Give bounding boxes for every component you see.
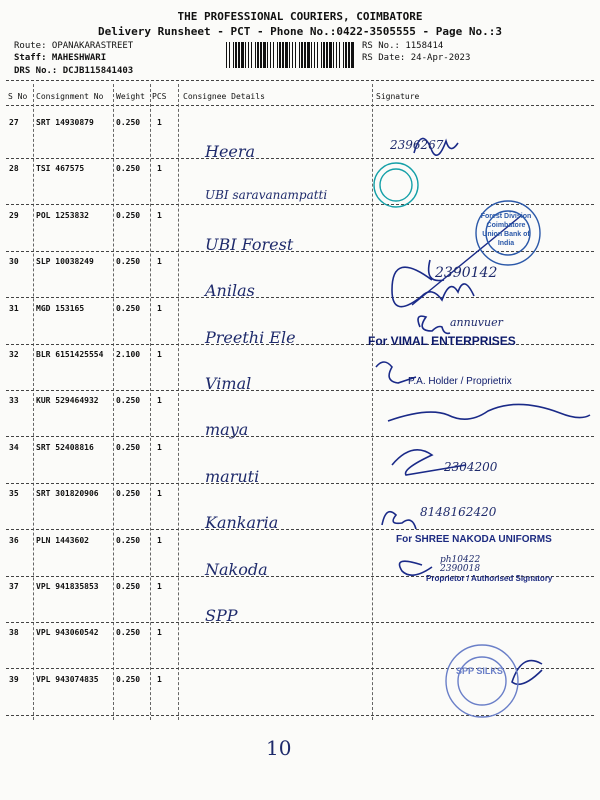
row-pcs: 1 xyxy=(157,210,162,220)
row-consignment-no: VPL 941835853 xyxy=(36,582,99,591)
row-weight: 0.250 xyxy=(116,628,141,638)
signature-36-number: ph10422 2390018 xyxy=(440,555,481,574)
row-consignment-no: SRT 52408816 xyxy=(36,442,94,452)
row-weight: 0.250 xyxy=(116,303,141,313)
row-sno: 38 xyxy=(9,628,19,638)
signature-30-number: 2390142 xyxy=(435,265,498,281)
col-header-consignment: Consignment No xyxy=(36,92,104,101)
column-divider xyxy=(178,84,179,720)
row-pcs: 1 xyxy=(157,582,162,591)
row-sno: 32 xyxy=(9,350,19,359)
signature-34-number: 2304200 xyxy=(444,460,498,474)
row-pcs: 1 xyxy=(157,674,162,684)
row-consignee: Preethi Ele xyxy=(205,327,296,347)
row-sno: 39 xyxy=(9,674,19,684)
row-pcs: 1 xyxy=(157,350,162,359)
row-consignee: UBI Forest xyxy=(205,234,294,254)
row-sno: 36 xyxy=(9,535,19,545)
row-weight: 0.250 xyxy=(116,489,141,499)
signature-35-number: 8148162420 xyxy=(420,505,497,519)
row-consignment-no: PLN 1443602 xyxy=(36,535,89,545)
nakoda-role: Proprietor / Authorised Signatory xyxy=(426,574,553,583)
route-label: Route: OPANAKARASTREET xyxy=(14,41,134,51)
col-header-signature: Signature xyxy=(376,92,420,101)
col-header-sno: S No xyxy=(8,92,28,101)
row-weight: 0.250 xyxy=(116,442,141,452)
row-sno: 33 xyxy=(9,396,19,406)
row-consignment-no: TSI 467575 xyxy=(36,164,85,174)
rs-date: RS Date: 24-Apr-2023 xyxy=(362,53,471,63)
row-consignment-no: MGD 153165 xyxy=(36,303,85,313)
divider xyxy=(6,80,594,81)
row-pcs: 1 xyxy=(157,257,162,267)
vimal-role: P.A. Holder / Proprietrix xyxy=(408,376,512,387)
row-weight: 0.250 xyxy=(116,118,141,127)
row-consignment-no: SLP 10038249 xyxy=(36,257,94,267)
signature-31-text: annuvuer xyxy=(450,316,503,329)
row-sno: 37 xyxy=(9,582,19,591)
row-consignee: maruti xyxy=(205,466,260,486)
row-consignment-no: VPL 943060542 xyxy=(36,628,99,638)
row-pcs: 1 xyxy=(157,628,162,638)
row-sno: 27 xyxy=(9,118,19,127)
row-weight: 0.250 xyxy=(116,535,141,545)
row-sno: 35 xyxy=(9,489,19,499)
row-pcs: 1 xyxy=(157,118,162,127)
row-consignment-no: SRT 301820906 xyxy=(36,489,99,499)
spp-stamp: SPP SILKS xyxy=(456,666,503,676)
row-consignment-no: KUR 529464932 xyxy=(36,396,99,406)
runsheet-subtitle: Delivery Runsheet - PCT - Phone No.:0422-3505555 - Page No.:3 xyxy=(98,25,502,38)
signature-strokes xyxy=(372,105,594,725)
bank-stamp: Forest Division Coimbatore Union Bank of India xyxy=(480,213,532,247)
row-consignment-no: BLR 6151425554 xyxy=(36,350,104,359)
footer-handwritten-count: 10 xyxy=(266,736,292,760)
row-consignee: Anilas xyxy=(205,281,255,301)
row-weight: 0.250 xyxy=(116,257,141,267)
row-pcs: 1 xyxy=(157,535,162,545)
column-divider xyxy=(33,84,34,720)
column-divider xyxy=(113,84,114,720)
company-title: THE PROFESSIONAL COURIERS, COIMBATORE xyxy=(177,10,423,23)
row-sno: 34 xyxy=(9,442,19,452)
row-consignee: Kankaria xyxy=(205,513,279,533)
column-divider xyxy=(150,84,151,720)
drs-number: DRS No.: DCJB115841403 xyxy=(14,66,134,76)
row-consignee: Vimal xyxy=(205,374,252,393)
col-header-consignee: Consignee Details xyxy=(183,92,265,101)
row-consignee: Nakoda xyxy=(205,559,268,579)
col-header-pcs: PCS xyxy=(152,92,167,101)
staff-label: Staff: MAHESHWARI xyxy=(14,53,107,63)
nakoda-stamp: For SHREE NAKODA UNIFORMS xyxy=(396,534,552,545)
col-header-weight: Weight xyxy=(116,92,145,101)
row-weight: 2.100 xyxy=(116,350,141,359)
row-sno: 28 xyxy=(9,164,19,174)
row-consignee: UBI saravanampatti xyxy=(205,188,328,203)
row-sno: 31 xyxy=(9,303,19,313)
vimal-stamp: For VIMAL ENTERPRISES xyxy=(368,334,516,348)
row-consignee: Heera xyxy=(205,142,256,161)
row-consignment-no: SRT 14930879 xyxy=(36,118,94,127)
row-weight: 0.250 xyxy=(116,210,141,220)
row-weight: 0.250 xyxy=(116,582,141,591)
row-weight: 0.250 xyxy=(116,164,141,174)
row-consignment-no: VPL 943074835 xyxy=(36,674,99,684)
row-pcs: 1 xyxy=(157,442,162,452)
barcode-icon xyxy=(226,42,354,68)
row-pcs: 1 xyxy=(157,303,162,313)
rs-number: RS No.: 1158414 xyxy=(362,41,444,51)
row-pcs: 1 xyxy=(157,489,162,499)
row-weight: 0.250 xyxy=(116,396,141,406)
row-sno: 29 xyxy=(9,210,19,220)
signature-27-number: 2396267 xyxy=(390,138,444,152)
row-consignee: maya xyxy=(205,420,249,440)
row-weight: 0.250 xyxy=(116,674,141,684)
row-sno: 30 xyxy=(9,257,19,267)
row-consignee: SPP xyxy=(205,606,238,625)
row-consignment-no: POL 1253832 xyxy=(36,210,89,220)
row-pcs: 1 xyxy=(157,396,162,406)
row-pcs: 1 xyxy=(157,164,162,174)
